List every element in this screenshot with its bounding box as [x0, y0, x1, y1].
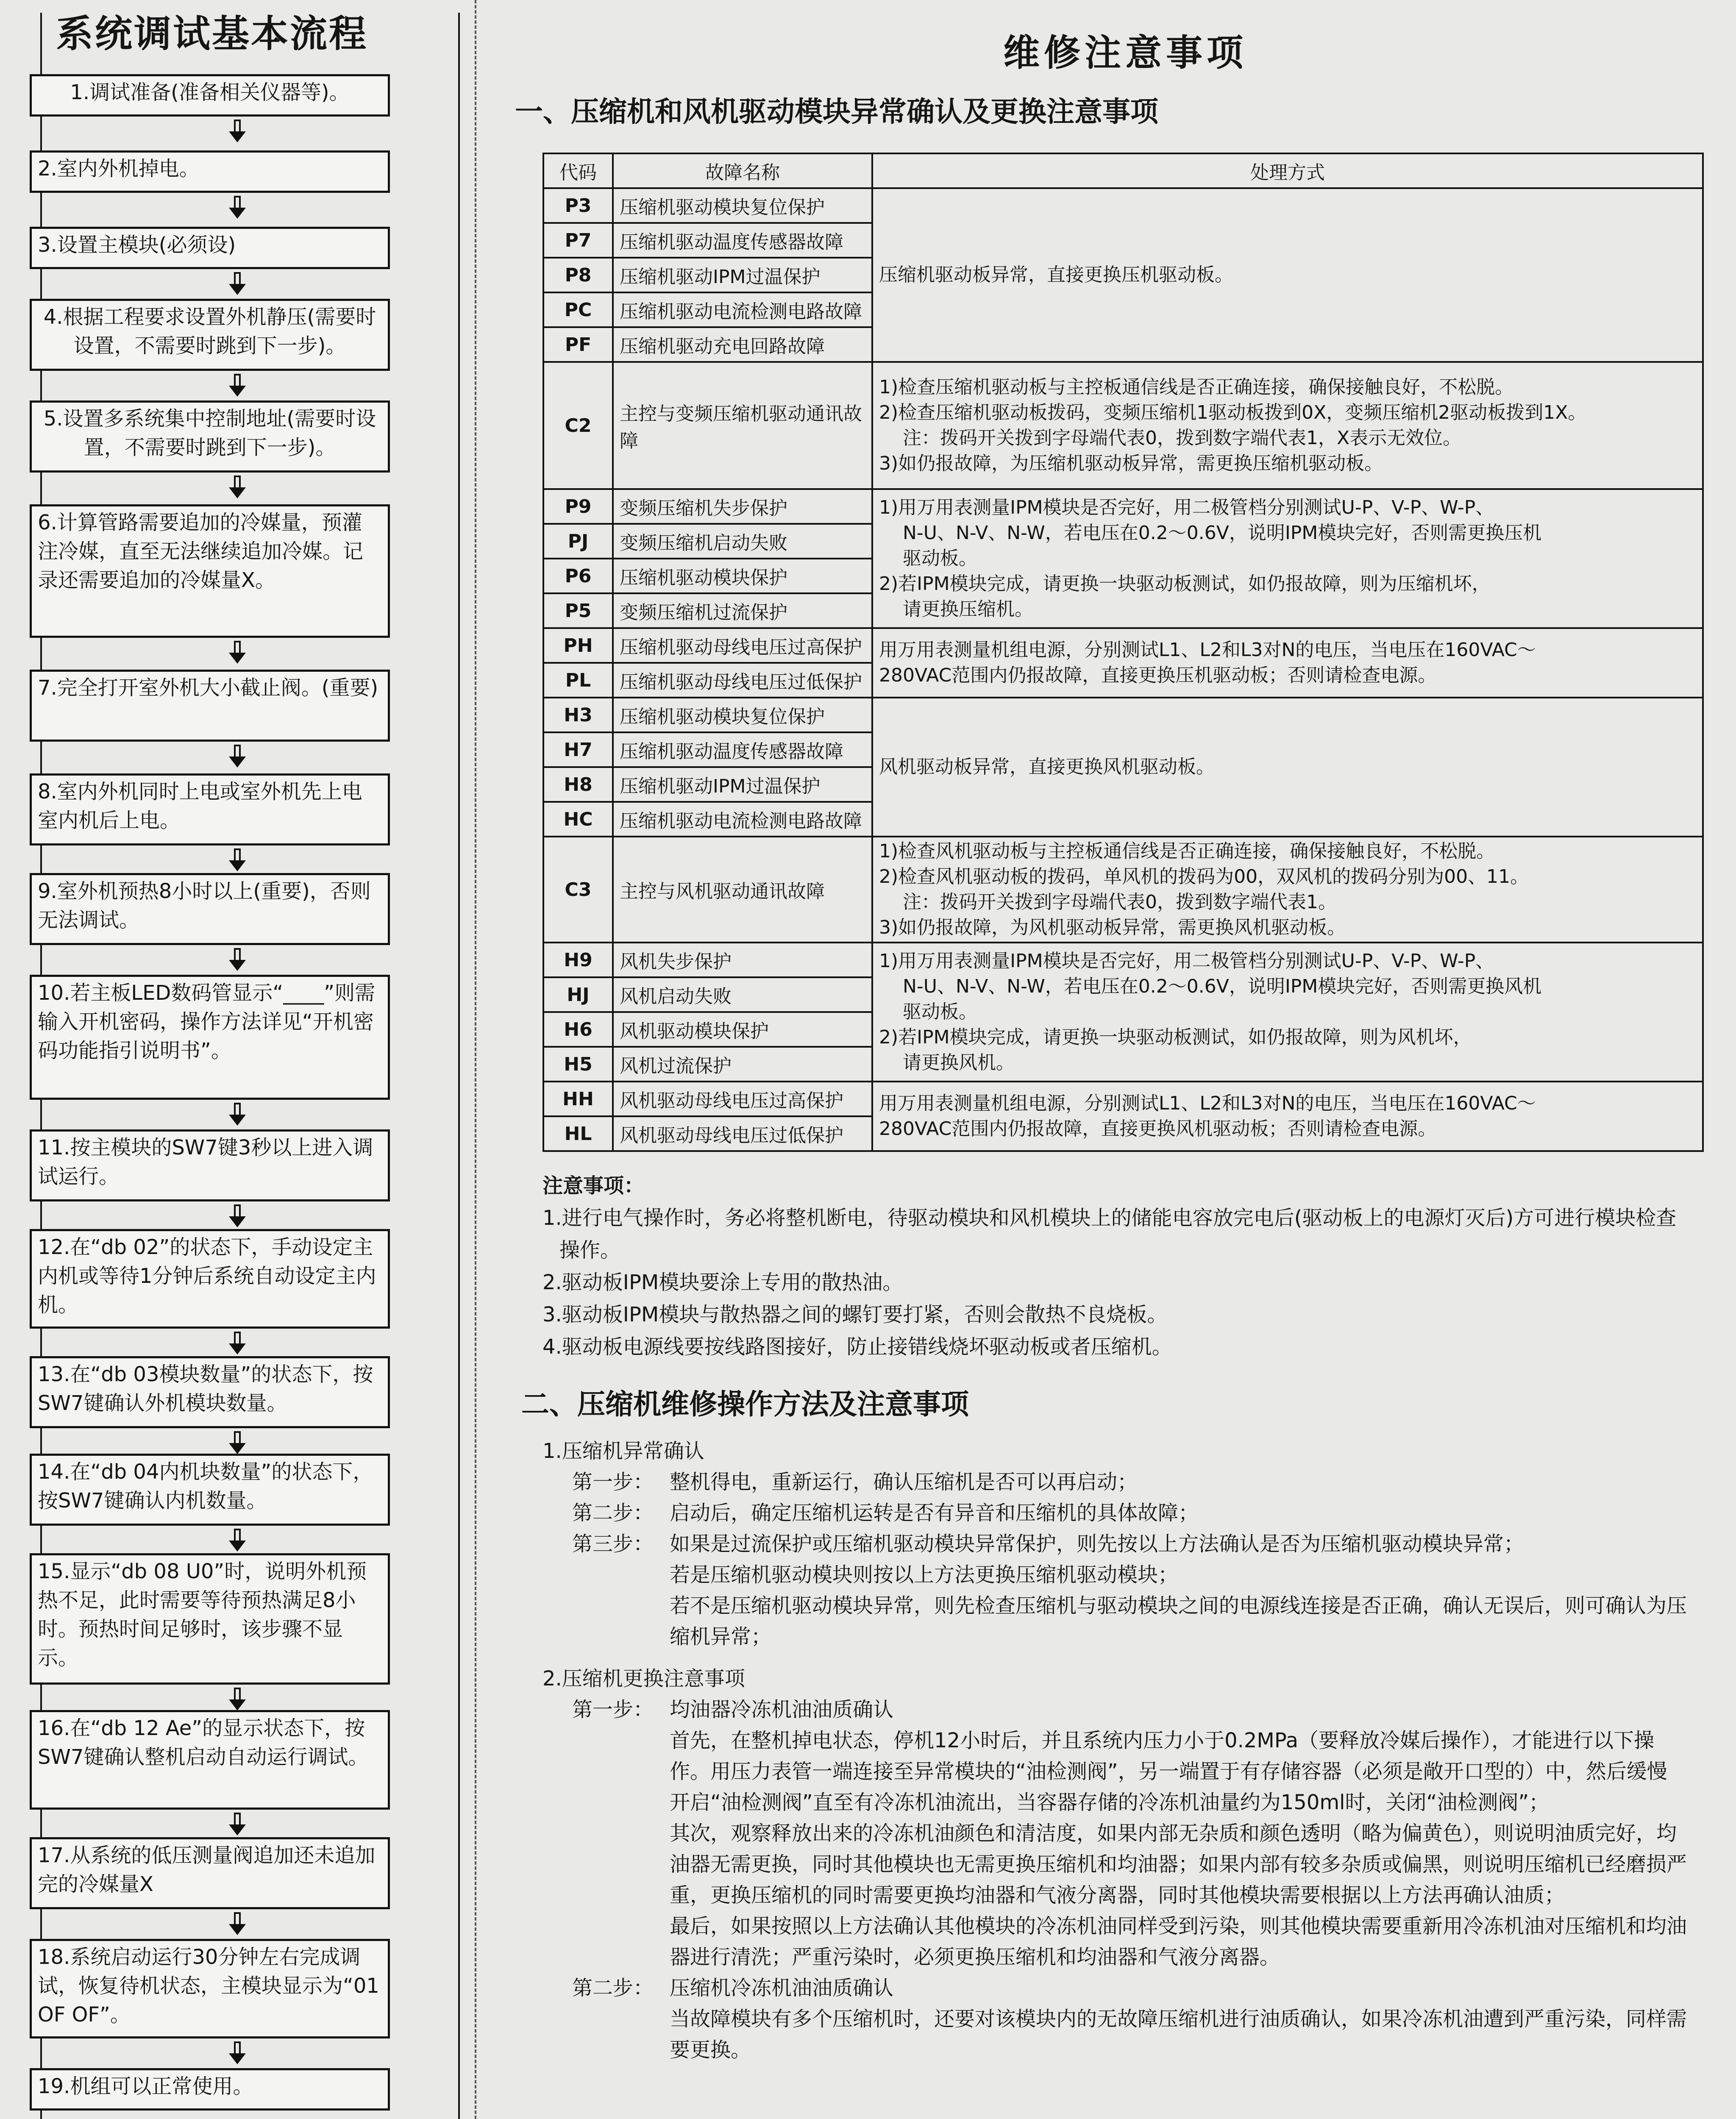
flow-step-18: 18.系统启动运行30分钟左右完成调试，恢复待机状态，主模块显示为“01 OF OF”。: [30, 1939, 390, 2038]
fault-handling: 1)检查压缩机驱动板与主控板通信线是否正确连接，确保接触良好，不松脱。 2)检查压缩机驱动板拨码，变频压缩机1驱动板拨到0X，变频压缩机2驱动板拨到1X。 注：拨码开关拨到字母端代表0，拨到数字端代表1，X表示无效位。 3)如仍报故障，为压缩机驱动板异常，需更换压缩机驱动板。: [872, 362, 1703, 489]
step-label: 第三步：: [572, 1532, 654, 1556]
step-title: 均油器冷冻机油油质确认: [670, 1698, 894, 1721]
section-2-body: [542, 1432, 1687, 2066]
fault-table: [542, 153, 1704, 1152]
notes: [542, 1170, 1687, 1363]
step-text: 启动后，确定压缩机运转是否有异音和压缩机的具体故障；: [670, 1501, 1199, 1525]
flow-arrow: [229, 1431, 246, 1454]
step-continuation: 若是压缩机驱动模块则按以上方法更换压缩机驱动模块；: [670, 1563, 1179, 1587]
notes-title: 注意事项：: [542, 1174, 645, 1198]
fault-name: 风机启动失败: [613, 977, 872, 1012]
fault-code: PL: [543, 663, 613, 698]
fault-name: 风机过流保护: [613, 1047, 872, 1082]
fault-code: PJ: [543, 524, 613, 559]
fault-name: 风机驱动模块保护: [613, 1012, 872, 1047]
flow-step-19: 19.机组可以正常使用。: [30, 2068, 390, 2111]
fault-code: HJ: [543, 977, 613, 1012]
fault-name: 压缩机驱动IPM过温保护: [613, 767, 872, 802]
fault-name: 压缩机驱动母线电压过高保护: [613, 628, 872, 663]
note-item: 1.进行电气操作时，务必将整机断电，待驱动模块和风机模块上的储能电容放完电后(驱动板上的电源灯灭后)方可进行模块检查操作。: [542, 1206, 1677, 1262]
flow-arrow: [229, 1688, 246, 1711]
flow-step-16: 16.在“db 12 Ae”的显示状态下，按SW7键确认整机启动自动运行调试。: [30, 1710, 390, 1810]
fault-code: HH: [543, 1082, 613, 1116]
paragraph: 最后，如果按照以上方法确认其他模块的冷冻机油同样受到污染，则其他模块需要重新用冷冻机油对压缩机和均油器进行清洗；严重污染时，必须更换压缩机和均油器和气液分离器。: [670, 1914, 1687, 1969]
flow-step-4: 4.根据工程要求设置外机静压(需要时设置，不需要时跳到下一步)。: [30, 299, 390, 371]
fault-code: H6: [543, 1012, 613, 1047]
flow-step-1: 1.调试准备(准备相关仪器等)。: [30, 74, 390, 117]
table-row: [543, 837, 1703, 943]
flow-arrow: [229, 374, 246, 397]
fault-name: 压缩机驱动温度传感器故障: [613, 223, 872, 258]
fault-code: C3: [543, 837, 613, 943]
fault-name: 压缩机驱动温度传感器故障: [613, 732, 872, 767]
flow-step-6: 6.计算管路需要追加的冷媒量，预灌注冷媒，直至无法继续追加冷媒。记录还需要追加的冷媒量X。: [30, 504, 390, 638]
paragraph: 首先，在整机掉电状态，停机12小时后，并且系统内压力小于0.2MPa（要释放冷媒后操作），才能进行以下操作。用压力表管一端连接至异常模块的“油检测阀”，另一端置于有存储容器（必须是敞开口型的）中，然后缓慢开启“油检测阀”直至有冷冻机油流出，当容器存储的冷冻机油量约为150ml时，关闭“油检测阀”；: [670, 1729, 1667, 1814]
flow-step-7: 7.完全打开室外机大小截止阀。(重要): [30, 670, 390, 742]
step-label: 第二步：: [572, 1976, 654, 2000]
note-item: 4.驱动板电源线要按线路图接好，防止接错线烧坏驱动板或者压缩机。: [542, 1335, 1172, 1359]
step-text: 整机得电，重新运行，确认压缩机是否可以再启动；: [670, 1470, 1138, 1494]
table-row: [543, 489, 1703, 524]
note-item: 3.驱动板IPM模块与散热器之间的螺钉要打紧，否则会散热不良烧板。: [542, 1303, 1168, 1326]
fault-name: 压缩机驱动充电回路故障: [613, 327, 872, 362]
fault-name: 压缩机驱动模块保护: [613, 559, 872, 593]
flow-arrow: [229, 1813, 246, 1836]
fault-handling: 压缩机驱动板异常，直接更换压机驱动板。: [872, 188, 1703, 362]
flow-step-5: 5.设置多系统集中控制地址(需要时设置，不需要时跳到下一步)。: [30, 400, 390, 473]
fault-code: H8: [543, 767, 613, 802]
fault-code: H7: [543, 732, 613, 767]
table-row: [543, 1082, 1703, 1116]
step-text: 如果是过流保护或压缩机驱动模块异常保护，则先按以上方法确认是否为压缩机驱动模块异常；: [670, 1532, 1525, 1556]
paragraph: 其次，观察释放出来的冷冻机油颜色和清洁度，如果内部无杂质和颜色透明（略为偏黄色），则说明油质完好，均油器无需更换，同时其他模块也无需更换压缩机和均油器；如果内部有较多杂质或偏黑，则说明压缩机已经磨损严重，更换压缩机的同时需要更换均油器和气液分离器，同时其他模块需要根据以上方法再确认油质；: [670, 1821, 1687, 1907]
fault-code: H3: [543, 698, 613, 732]
fault-handling: 1)用万用表测量IPM模块是否完好，用二极管档分别测试U-P、V-P、W-P、 N-U、N-V、N-W，若电压在0.2～0.6V，说明IPM模块完好，否则需更换风机 驱动板。 2)若IPM模块完成，请更换一块驱动板测试，如仍报故障，则为风机坏， 请更换风机。: [872, 943, 1703, 1082]
flow-step-14: 14.在“db 04内机块数量”的状态下，按SW7键确认内机数量。: [30, 1454, 390, 1526]
header-code: 代码: [543, 153, 613, 188]
flow-step-8: 8.室内外机同时上电或室外机先上电室内机后上电。: [30, 773, 390, 845]
flow-step-11: 11.按主模块的SW7键3秒以上进入调试运行。: [30, 1129, 390, 1201]
flow-arrow: [229, 476, 246, 499]
flow-arrow: [229, 948, 246, 971]
flow-step-15: 15.显示“db 08 U0”时，说明外机预热不足，此时需要等待预热满足8小时。预热时间足够时，该步骤不显示。: [30, 1553, 390, 1685]
column-divider: [475, 0, 476, 2119]
fault-code: P8: [543, 258, 613, 292]
step-label: 第一步：: [572, 1470, 654, 1494]
flow-step-12: 12.在“db 02”的状态下，手动设定主内机或等待1分钟后系统自动设定主内机。: [30, 1229, 390, 1329]
flow-step-2: 2.室内外机掉电。: [30, 150, 390, 193]
fault-code: P9: [543, 489, 613, 524]
fault-name: 主控与变频压缩机驱动通讯故障: [613, 362, 872, 489]
table-row: [543, 628, 1703, 663]
flow-step-13: 13.在“db 03模块数量”的状态下，按SW7键确认外机模块数量。: [30, 1356, 390, 1428]
flow-step-9: 9.室外机预热8小时以上(重要)，否则无法调试。: [30, 873, 390, 945]
flow-arrow: [229, 1204, 246, 1228]
flow-arrow: [229, 120, 246, 143]
fault-name: 风机驱动母线电压过低保护: [613, 1116, 872, 1151]
flow-step-3: 3.设置主模块(必须设): [30, 227, 390, 269]
sub-heading-2: 2.压缩机更换注意事项: [542, 1667, 745, 1691]
fault-code: P3: [543, 188, 613, 223]
fault-code: P6: [543, 559, 613, 593]
table-header-row: [543, 153, 1703, 188]
fault-name: 压缩机驱动电流检测电路故障: [613, 802, 872, 837]
fault-code: PH: [543, 628, 613, 663]
step-continuation: 若不是压缩机驱动模块异常，则先检查压缩机与驱动模块之间的电源线连接是否正确，确认无误后，则可确认为压缩机异常；: [670, 1594, 1687, 1649]
fault-code: HC: [543, 802, 613, 837]
fault-handling: 风机驱动板异常，直接更换风机驱动板。: [872, 698, 1703, 837]
header-handle: 处理方式: [872, 153, 1703, 188]
fault-name: 压缩机驱动IPM过温保护: [613, 258, 872, 292]
fault-code: P5: [543, 593, 613, 628]
section-2-title: 二、压缩机维修操作方法及注意事项: [521, 1388, 969, 1421]
fault-handling: 用万用表测量机组电源，分别测试L1、L2和L3对N的电压，当电压在160VAC～ 280VAC范围内仍报故障，直接更换风机驱动板；否则请检查电源。: [872, 1082, 1703, 1151]
flow-arrow: [229, 641, 246, 664]
fault-code: P7: [543, 223, 613, 258]
fault-code: C2: [543, 362, 613, 489]
step-title: 压缩机冷冻机油油质确认: [670, 1976, 894, 2000]
fault-code: PC: [543, 292, 613, 327]
fault-name: 风机失步保护: [613, 943, 872, 977]
flow-arrow: [229, 745, 246, 768]
fault-code: H9: [543, 943, 613, 977]
step-row: [542, 1529, 1687, 1560]
table-row: [543, 362, 1703, 489]
step-row: [542, 1498, 1687, 1529]
page-title: 维修注意事项: [1003, 32, 1247, 74]
flow-arrow: [229, 1332, 246, 1355]
fault-handling: 1)用万用表测量IPM模块是否完好，用二极管档分别测试U-P、V-P、W-P、 N-U、N-V、N-W，若电压在0.2～0.6V，说明IPM模块完好，否则需更换压机 驱动板。 2)若IPM模块完成，请更换一块驱动板测试，如仍报故障，则为压缩机坏， 请更换压缩机。: [872, 489, 1703, 628]
flow-arrow: [229, 1912, 246, 1935]
fault-name: 压缩机驱动模块复位保护: [613, 698, 872, 732]
flow-arrow: [229, 196, 246, 219]
sub-heading-1: 1.压缩机异常确认: [542, 1439, 704, 1463]
fault-handling: 用万用表测量机组电源，分别测试L1、L2和L3对N的电压，当电压在160VAC～ 280VAC范围内仍报故障，直接更换压机驱动板；否则请检查电源。: [872, 628, 1703, 698]
flow-step-10: 10.若主板LED数码管显示“____”则需输入开机密码，操作方法详见“开机密码功能指引说明书”。: [30, 975, 390, 1100]
fault-name: 变频压缩机启动失败: [613, 524, 872, 559]
flow-arrow: [229, 2041, 246, 2065]
section-1-title: 一、压缩机和风机驱动模块异常确认及更换注意事项: [515, 95, 1158, 128]
flow-arrow: [229, 1103, 246, 1126]
fault-name: 压缩机驱动电流检测电路故障: [613, 292, 872, 327]
fault-handling: 1)检查风机驱动板与主控板通信线是否正确连接，确保接触良好，不松脱。 2)检查风机驱动板的拨码，单风机的拨码为00，双风机的拨码分别为00、11。 注：拨码开关拨到字母端代表0，拨到数字端代表1。 3)如仍报故障，为风机驱动板异常，需更换风机驱动板。: [872, 837, 1703, 943]
table-row: [543, 698, 1703, 732]
fault-name: 变频压缩机失步保护: [613, 489, 872, 524]
fault-code: PF: [543, 327, 613, 362]
flow-arrow: [229, 848, 246, 872]
fault-code: H5: [543, 1047, 613, 1082]
table-row: [543, 188, 1703, 223]
note-item: 2.驱动板IPM模块要涂上专用的散热油。: [542, 1271, 903, 1294]
fault-name: 压缩机驱动模块复位保护: [613, 188, 872, 223]
fault-code: HL: [543, 1116, 613, 1151]
flow-arrow: [229, 1529, 246, 1552]
step-label: 第一步：: [572, 1698, 654, 1721]
fault-name: 压缩机驱动母线电压过低保护: [613, 663, 872, 698]
fault-name: 主控与风机驱动通讯故障: [613, 837, 872, 943]
fault-name: 变频压缩机过流保护: [613, 593, 872, 628]
paragraph: 当故障模块有多个压缩机时，还要对该模块内的无故障压缩机进行油质确认，如果冷冻机油遭到严重污染，同样需要更换。: [670, 2007, 1687, 2062]
flowchart-title: 系统调试基本流程: [56, 12, 368, 56]
flow-arrow: [229, 272, 246, 295]
step-label: 第二步：: [572, 1501, 654, 1525]
fault-name: 风机驱动母线电压过高保护: [613, 1082, 872, 1116]
flow-step-17: 17.从系统的低压测量阀追加还未追加完的冷媒量X: [30, 1837, 390, 1909]
step-row: [542, 1694, 1687, 1725]
table-row: [543, 943, 1703, 977]
step-row: [542, 1973, 1687, 2004]
step-row: [542, 1467, 1687, 1498]
header-name: 故障名称: [613, 153, 872, 188]
